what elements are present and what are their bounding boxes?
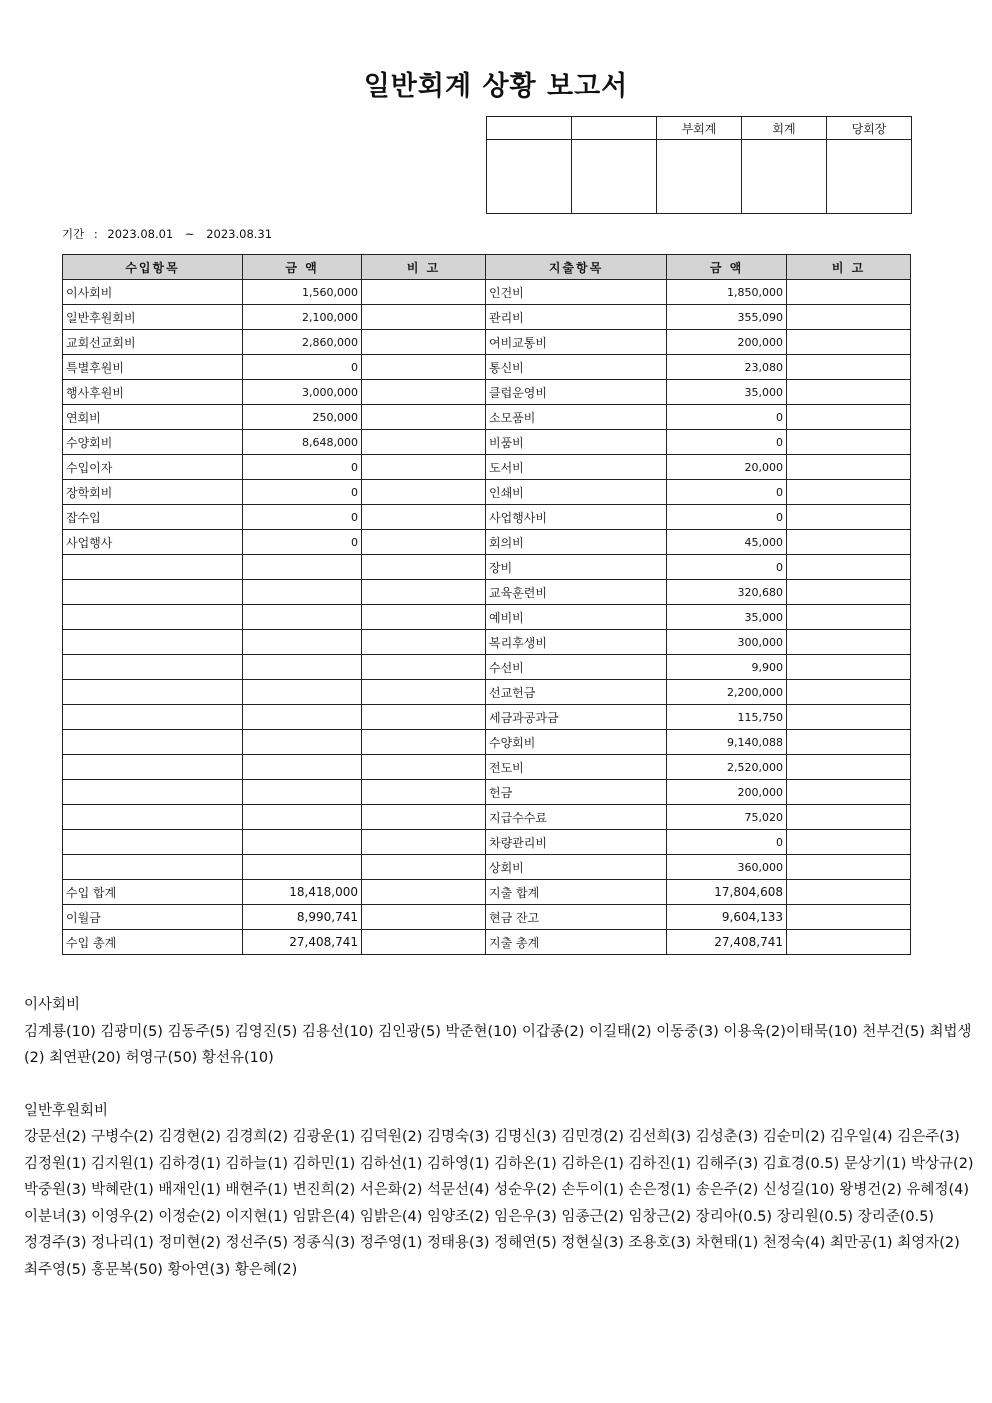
ledger-table (62, 254, 911, 955)
expense-item-cell: 인건비 (486, 280, 667, 305)
income-amount-cell: 2,100,000 (243, 305, 362, 330)
period-start: 2023.08.01 (107, 227, 174, 241)
expense-amount-cell: 9,604,133 (667, 905, 787, 930)
expense-item-cell: 현금 잔고 (486, 905, 667, 930)
ledger-row (63, 730, 911, 755)
expense-item-cell: 통신비 (486, 355, 667, 380)
income-item-cell: 수입이자 (63, 455, 243, 480)
ledger-column-header: 금 액 (667, 255, 787, 280)
ledger-row (63, 580, 911, 605)
expense-amount-cell: 35,000 (667, 380, 787, 405)
ledger-column-header: 비 고 (787, 255, 911, 280)
expense-remark-cell (787, 880, 911, 905)
income-item-cell: 수입 합계 (63, 880, 243, 905)
income-amount-cell (243, 605, 362, 630)
income-amount-cell (243, 780, 362, 805)
ledger-row (63, 655, 911, 680)
expense-remark-cell (787, 305, 911, 330)
income-amount-cell (243, 555, 362, 580)
income-amount-cell: 0 (243, 530, 362, 555)
income-item-cell (63, 680, 243, 705)
expense-amount-cell: 0 (667, 430, 787, 455)
income-amount-cell (243, 855, 362, 880)
ledger-row (63, 455, 911, 480)
approval-signature-cell (827, 140, 912, 214)
expense-amount-cell: 75,020 (667, 805, 787, 830)
income-remark-cell (362, 805, 486, 830)
income-amount-cell: 2,860,000 (243, 330, 362, 355)
expense-item-cell: 장비 (486, 555, 667, 580)
income-amount-cell: 0 (243, 355, 362, 380)
ledger-column-header: 비 고 (362, 255, 486, 280)
income-item-cell (63, 580, 243, 605)
ledger-row (63, 555, 911, 580)
expense-remark-cell (787, 455, 911, 480)
income-amount-cell: 8,990,741 (243, 905, 362, 930)
income-remark-cell (362, 405, 486, 430)
income-amount-cell (243, 730, 362, 755)
income-remark-cell (362, 880, 486, 905)
ledger-row (63, 330, 911, 355)
expense-remark-cell (787, 505, 911, 530)
income-item-cell (63, 755, 243, 780)
income-amount-cell: 0 (243, 455, 362, 480)
income-amount-cell: 0 (243, 505, 362, 530)
expense-remark-cell (787, 330, 911, 355)
income-remark-cell (362, 730, 486, 755)
ledger-row (63, 755, 911, 780)
expense-remark-cell (787, 355, 911, 380)
expense-amount-cell: 45,000 (667, 530, 787, 555)
income-amount-cell (243, 680, 362, 705)
expense-remark-cell (787, 405, 911, 430)
expense-remark-cell (787, 530, 911, 555)
ledger-row (63, 430, 911, 455)
ledger-row (63, 605, 911, 630)
expense-item-cell: 복리후생비 (486, 630, 667, 655)
expense-remark-cell (787, 580, 911, 605)
income-remark-cell (362, 280, 486, 305)
expense-remark-cell (787, 780, 911, 805)
ledger-column-header: 금 액 (243, 255, 362, 280)
income-item-cell: 사업행사 (63, 530, 243, 555)
expense-item-cell: 클럽운영비 (486, 380, 667, 405)
ledger-row (63, 380, 911, 405)
income-remark-cell (362, 930, 486, 955)
expense-amount-cell: 27,408,741 (667, 930, 787, 955)
expense-amount-cell: 320,680 (667, 580, 787, 605)
expense-amount-cell: 20,000 (667, 455, 787, 480)
expense-item-cell: 지출 합계 (486, 880, 667, 905)
period-label: 기간 (62, 227, 85, 241)
income-item-cell (63, 655, 243, 680)
ledger-row (63, 530, 911, 555)
expense-item-cell: 헌금 (486, 780, 667, 805)
expense-remark-cell (787, 605, 911, 630)
expense-amount-cell: 0 (667, 505, 787, 530)
income-item-cell (63, 855, 243, 880)
income-remark-cell (362, 555, 486, 580)
expense-remark-cell (787, 680, 911, 705)
expense-remark-cell (787, 655, 911, 680)
income-amount-cell: 27,408,741 (243, 930, 362, 955)
expense-remark-cell (787, 930, 911, 955)
note-heading: 이사회비 (24, 997, 81, 1013)
income-remark-cell (362, 530, 486, 555)
income-item-cell: 이사회비 (63, 280, 243, 305)
income-amount-cell (243, 630, 362, 655)
ledger-row (63, 280, 911, 305)
ledger-column-header: 지출항목 (486, 255, 667, 280)
expense-amount-cell: 17,804,608 (667, 880, 787, 905)
expense-amount-cell: 200,000 (667, 330, 787, 355)
ledger-row (63, 680, 911, 705)
ledger-row (63, 355, 911, 380)
expense-remark-cell (787, 705, 911, 730)
expense-remark-cell (787, 280, 911, 305)
expense-amount-cell: 0 (667, 555, 787, 580)
income-amount-cell (243, 580, 362, 605)
approval-header-cell: 회계 (742, 117, 827, 140)
expense-item-cell: 회의비 (486, 530, 667, 555)
income-amount-cell (243, 755, 362, 780)
approval-signature-cell (572, 140, 657, 214)
income-remark-cell (362, 505, 486, 530)
approval-signature-cell (487, 140, 572, 214)
ledger-total-row (63, 905, 911, 930)
expense-item-cell: 수양회비 (486, 730, 667, 755)
ledger-row (63, 830, 911, 855)
expense-remark-cell (787, 755, 911, 780)
expense-amount-cell: 0 (667, 480, 787, 505)
income-item-cell: 수입 총계 (63, 930, 243, 955)
income-item-cell (63, 630, 243, 655)
ledger-row (63, 305, 911, 330)
note-body: 김계룡(10) 김광미(5) 김동주(5) 김영진(5) 김용선(10) 김인광(5) 박준현(10) 이갑종(2) 이길태(2) 이동중(3) 이용욱(2)이태묵(10) 천부건(5) 최법생(2) 최연판(20) 허영구(50) 황선유(10) (24, 1023, 972, 1066)
income-item-cell: 이월금 (63, 905, 243, 930)
expense-remark-cell (787, 555, 911, 580)
income-item-cell: 행사후원비 (63, 380, 243, 405)
income-amount-cell (243, 705, 362, 730)
expense-remark-cell (787, 830, 911, 855)
expense-amount-cell: 1,850,000 (667, 280, 787, 305)
income-item-cell: 장학회비 (63, 480, 243, 505)
report-title: 일반회계 상황 보고서 (363, 71, 629, 102)
income-item-cell (63, 605, 243, 630)
expense-remark-cell (787, 430, 911, 455)
income-amount-cell: 0 (243, 480, 362, 505)
income-remark-cell (362, 855, 486, 880)
expense-amount-cell: 300,000 (667, 630, 787, 655)
ledger-row (63, 855, 911, 880)
period-end: 2023.08.31 (206, 227, 273, 241)
income-item-cell (63, 780, 243, 805)
expense-item-cell: 도서비 (486, 455, 667, 480)
expense-item-cell: 전도비 (486, 755, 667, 780)
income-item-cell: 교회선교회비 (63, 330, 243, 355)
income-remark-cell (362, 655, 486, 680)
income-remark-cell (362, 755, 486, 780)
expense-remark-cell (787, 380, 911, 405)
income-amount-cell: 3,000,000 (243, 380, 362, 405)
expense-amount-cell: 2,520,000 (667, 755, 787, 780)
ledger-row (63, 705, 911, 730)
ledger-column-header: 수입항목 (63, 255, 243, 280)
income-item-cell: 특별후원비 (63, 355, 243, 380)
expense-item-cell: 상회비 (486, 855, 667, 880)
expense-item-cell: 교육훈련비 (486, 580, 667, 605)
ledger-total-row (63, 930, 911, 955)
report-period (62, 226, 272, 242)
period-tilde: ~ (184, 227, 195, 241)
income-item-cell (63, 555, 243, 580)
income-remark-cell (362, 780, 486, 805)
income-amount-cell (243, 830, 362, 855)
expense-amount-cell: 0 (667, 830, 787, 855)
expense-remark-cell (787, 630, 911, 655)
income-amount-cell: 8,648,000 (243, 430, 362, 455)
income-item-cell: 수양회비 (63, 430, 243, 455)
ledger-row (63, 405, 911, 430)
income-remark-cell (362, 830, 486, 855)
expense-item-cell: 지출 총계 (486, 930, 667, 955)
expense-amount-cell: 0 (667, 405, 787, 430)
income-remark-cell (362, 705, 486, 730)
note-body: 강문선(2) 구병수(2) 김경현(2) 김경희(2) 김광운(1) 김덕원(2) 김명숙(3) 김명신(3) 김민경(2) 김선희(3) 김성춘(3) 김순미(2) 김우일(4) 김은주(3) 김정원(1) 김지원(1) 김하경(1) 김하늘(1) 김하민(1) 김하선(1) 김하영(1) 김하온(1) 김하은(1) 김하진(1) 김해주(3) 김효경(0.5) 문상기(1) 박상규(2) 박중원(3) 박혜란(1) 배재인(1) 배현주(1) 변진희(2) 서은화(2) 석문선(4) 성순우(2) 손두이(1) 손은정(1) 송은주(2) 신성길(10) 왕병건(2) 유혜정(4) 이분녀(3) 이영우(2) 이정순(2) 이지현(1) 임맑은(4) 임밝은(4) 임양조(2) 임은우(3) 임종근(2) 임창근(2) 장리아(0.5) 장리원(0.5) 장리준(0.5) 정경주(3) 정나리(1) 정미현(2) 정선주(5) 정종식(3) 정주영(1) 정태용(3) 정해연(5) 정현실(3) 조용호(3) 차현태(1) 천정숙(4) 최만공(1) 최영자(2) 최주영(5) 홍문복(50) 황아연(3) 황은혜(2) (24, 1129, 974, 1278)
ledger-total-row (63, 880, 911, 905)
income-item-cell (63, 830, 243, 855)
income-remark-cell (362, 305, 486, 330)
income-item-cell (63, 705, 243, 730)
income-item-cell (63, 805, 243, 830)
expense-item-cell: 세금과공과금 (486, 705, 667, 730)
expense-amount-cell: 115,750 (667, 705, 787, 730)
income-amount-cell (243, 805, 362, 830)
income-remark-cell (362, 380, 486, 405)
income-remark-cell (362, 605, 486, 630)
period-separator: : (93, 227, 98, 241)
ledger-row (63, 480, 911, 505)
expense-remark-cell (787, 480, 911, 505)
income-remark-cell (362, 630, 486, 655)
approval-header-cell (487, 117, 572, 140)
expense-amount-cell: 35,000 (667, 605, 787, 630)
income-remark-cell (362, 330, 486, 355)
expense-item-cell: 수선비 (486, 655, 667, 680)
income-remark-cell (362, 430, 486, 455)
ledger-row (63, 805, 911, 830)
expense-amount-cell: 360,000 (667, 855, 787, 880)
expense-item-cell: 사업행사비 (486, 505, 667, 530)
expense-item-cell: 관리비 (486, 305, 667, 330)
expense-item-cell: 차량관리비 (486, 830, 667, 855)
expense-amount-cell: 200,000 (667, 780, 787, 805)
income-remark-cell (362, 355, 486, 380)
approval-signature-cell (657, 140, 742, 214)
approval-header-cell: 부회계 (657, 117, 742, 140)
expense-remark-cell (787, 730, 911, 755)
expense-item-cell: 선교헌금 (486, 680, 667, 705)
income-amount-cell: 18,418,000 (243, 880, 362, 905)
expense-remark-cell (787, 855, 911, 880)
approval-header-cell (572, 117, 657, 140)
approval-signature-cell (742, 140, 827, 214)
note-heading: 일반후원회비 (24, 1102, 109, 1119)
expense-amount-cell: 2,200,000 (667, 680, 787, 705)
expense-item-cell: 여비교통비 (486, 330, 667, 355)
expense-item-cell: 비품비 (486, 430, 667, 455)
expense-amount-cell: 9,140,088 (667, 730, 787, 755)
ledger-row (63, 780, 911, 805)
donor-notes (24, 992, 974, 1309)
income-item-cell (63, 730, 243, 755)
expense-item-cell: 예비비 (486, 605, 667, 630)
expense-amount-cell: 355,090 (667, 305, 787, 330)
income-remark-cell (362, 905, 486, 930)
income-remark-cell (362, 680, 486, 705)
expense-item-cell: 지급수수료 (486, 805, 667, 830)
approval-signature-box (486, 116, 912, 214)
income-item-cell: 일반후원회비 (63, 305, 243, 330)
income-remark-cell (362, 480, 486, 505)
expense-remark-cell (787, 905, 911, 930)
income-amount-cell (243, 655, 362, 680)
income-item-cell: 연회비 (63, 405, 243, 430)
expense-amount-cell: 9,900 (667, 655, 787, 680)
approval-header-cell: 당회장 (827, 117, 912, 140)
income-remark-cell (362, 580, 486, 605)
income-remark-cell (362, 455, 486, 480)
income-item-cell: 잡수입 (63, 505, 243, 530)
expense-remark-cell (787, 805, 911, 830)
expense-item-cell: 인쇄비 (486, 480, 667, 505)
income-amount-cell: 250,000 (243, 405, 362, 430)
ledger-row (63, 505, 911, 530)
expense-amount-cell: 23,080 (667, 355, 787, 380)
ledger-row (63, 630, 911, 655)
expense-item-cell: 소모품비 (486, 405, 667, 430)
income-amount-cell: 1,560,000 (243, 280, 362, 305)
